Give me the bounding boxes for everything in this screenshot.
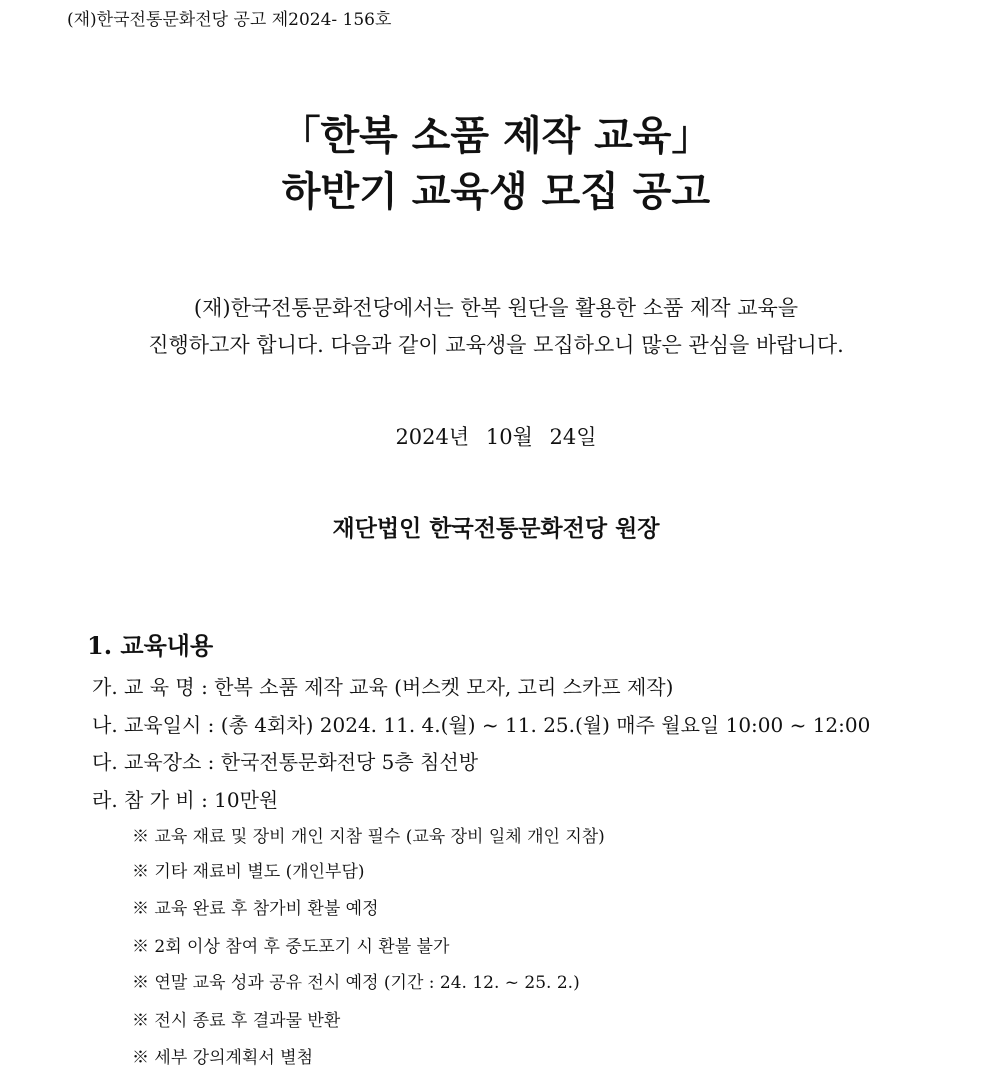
note-item: ※ 기타 재료비 별도 (개인부담) [132, 862, 365, 882]
section-heading: 1. 교육내용 [87, 631, 214, 660]
organization-name: 재단법인 한국전통문화전당 원장 [332, 515, 660, 542]
item-schedule: 나. 교육일시 : (총 4회차) 2024. 11. 4.(월) ~ 11. 25.(월) 매주 월요일 10:00 ~ 12:00 [92, 713, 871, 737]
item-location: 다. 교육장소 : 한국전통문화전당 5층 침선방 [92, 750, 479, 774]
note-item: ※ 2회 이상 참여 후 중도포기 시 환불 불가 [132, 937, 450, 957]
note-item: ※ 세부 강의계획서 별첨 [132, 1048, 314, 1068]
note-item: ※ 전시 종료 후 결과물 반환 [132, 1011, 341, 1031]
notice-number: (재)한국전통문화전당 공고 제2024- 156호 [67, 10, 392, 30]
note-item: ※ 연말 교육 성과 공유 전시 예정 (기간 : 24. 12. ~ 25. 2.) [132, 973, 580, 993]
intro-line2: 진행하고자 합니다. 다음과 같이 교육생을 모집하오니 많은 관심을 바랍니다. [148, 333, 844, 357]
page-title-line2: 하반기 교육생 모집 공고 [281, 169, 711, 215]
intro-line1: (재)한국전통문화전당에서는 한복 원단을 활용한 소품 제작 교육을 [193, 296, 799, 320]
note-item: ※ 교육 완료 후 참가비 환불 예정 [132, 899, 379, 919]
note-item: ※ 교육 재료 및 장비 개인 지참 필수 (교육 장비 일체 개인 지참) [132, 827, 605, 847]
notice-date: 2024년 10월 24일 [395, 425, 597, 449]
page-title-line1: 「한복 소품 제작 교육」 [280, 113, 712, 159]
item-fee: 라. 참 가 비 : 10만원 [92, 788, 279, 812]
item-course-name: 가. 교 육 명 : 한복 소품 제작 교육 (버스켓 모자, 고리 스카프 제작) [92, 675, 674, 699]
